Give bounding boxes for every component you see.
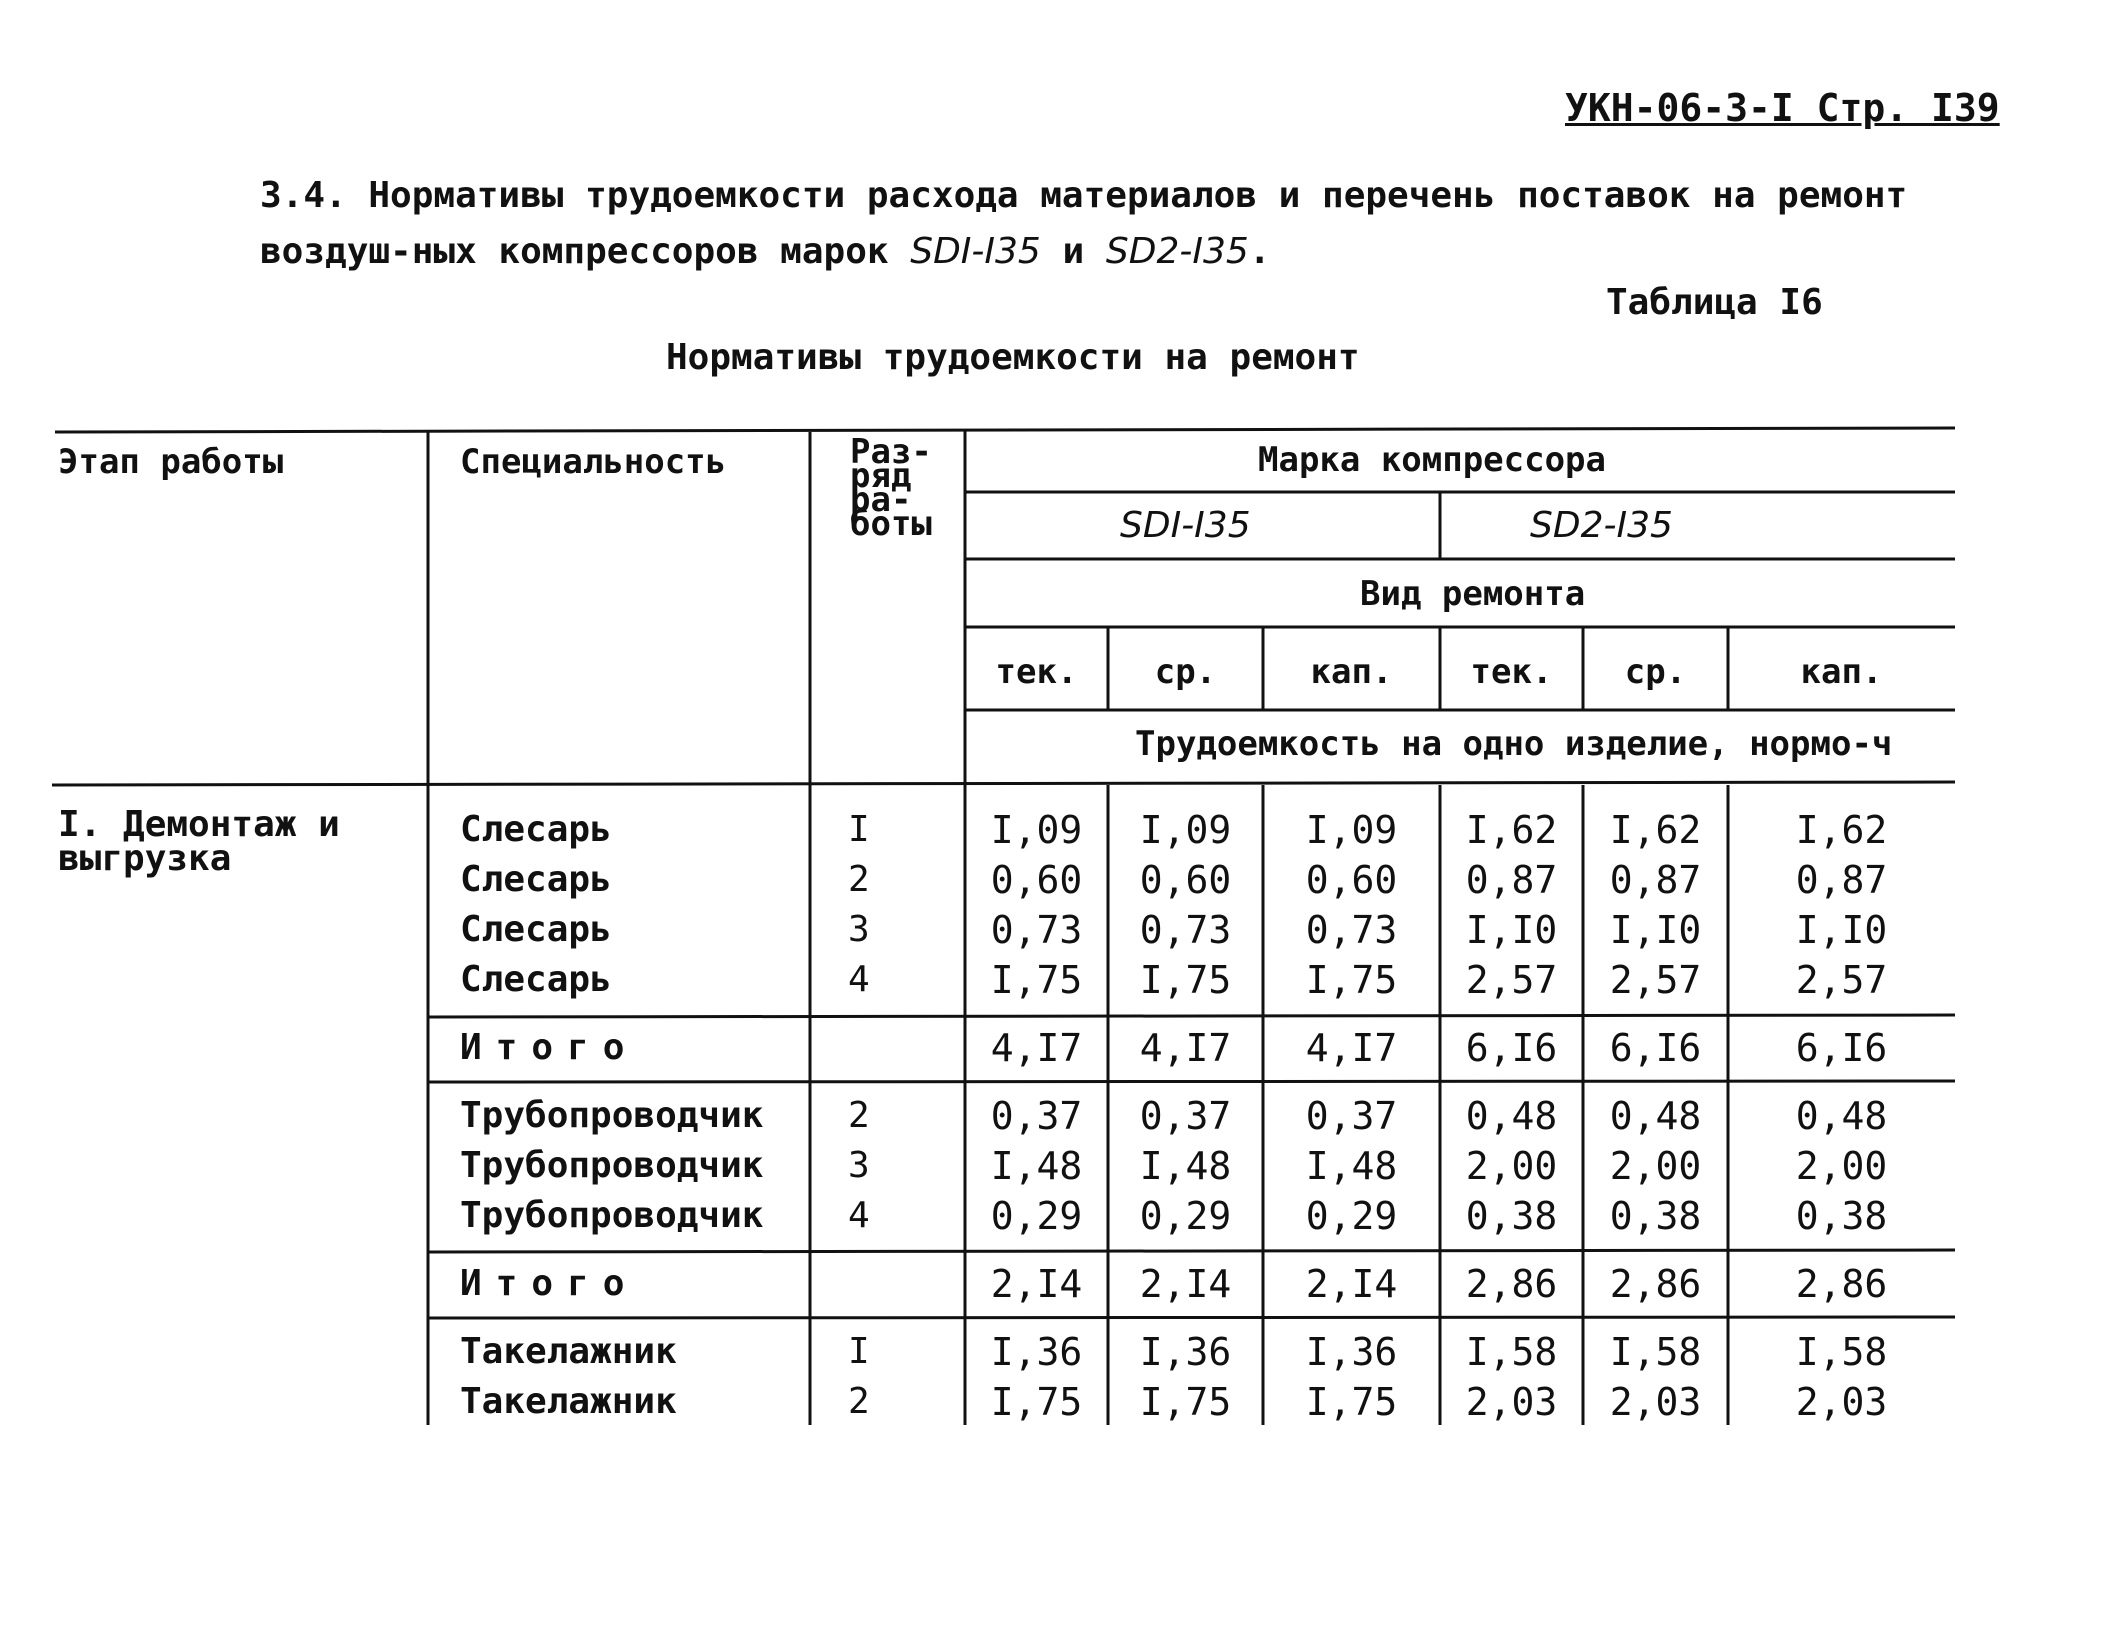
value-cell: I,75: [1139, 958, 1232, 1002]
total-label: Итого: [460, 1263, 639, 1304]
repair-type-3: тек.: [1470, 652, 1553, 692]
specialty-cell: Слесарь: [460, 809, 612, 850]
rule-header-bottom: [52, 782, 1955, 785]
value-cell: 0,37: [1139, 1094, 1232, 1138]
value-cell: I,75: [1305, 1380, 1398, 1424]
intro-conj: и: [1062, 231, 1085, 272]
value-cell: I,09: [1139, 808, 1232, 852]
value-cell: 0,87: [1795, 858, 1888, 902]
grade-cell: 2: [848, 859, 870, 900]
repair-type-0: тек.: [995, 652, 1078, 692]
value-cell: 6,I6: [1795, 1026, 1888, 1070]
grade-cell: I: [848, 809, 870, 850]
value-cell: 6,I6: [1609, 1026, 1702, 1070]
value-cell: 2,00: [1609, 1144, 1702, 1188]
specialty-cell: Такелажник: [460, 1381, 677, 1422]
value-cell: I,58: [1795, 1330, 1888, 1374]
value-cell: 2,57: [1465, 958, 1558, 1002]
value-cell: 2,00: [1465, 1144, 1558, 1188]
header-grade: Раз-ряд ра-боты: [850, 432, 932, 544]
repair-type-4: ср.: [1624, 652, 1687, 692]
repair-type-1: ср.: [1154, 652, 1217, 692]
header-labor-per-item: Трудоемкость на одно изделие, нормо-ч: [1135, 724, 1893, 764]
repair-type-2: кап.: [1310, 652, 1393, 692]
value-cell: 0,60: [1139, 858, 1232, 902]
value-cell: I,48: [1139, 1144, 1232, 1188]
value-cell: I,48: [990, 1144, 1083, 1188]
value-cell: 2,57: [1795, 958, 1888, 1002]
value-cell: 2,86: [1465, 1262, 1558, 1306]
value-cell: I,58: [1609, 1330, 1702, 1374]
value-cell: 0,29: [1305, 1194, 1398, 1238]
intro-model-1: SDI-I35: [910, 231, 1041, 272]
value-cell: I,09: [1305, 808, 1398, 852]
value-cell: 0,60: [990, 858, 1083, 902]
table-title: Нормативы трудоемкости на ремонт: [666, 337, 1360, 378]
value-cell: I,75: [1305, 958, 1398, 1002]
value-cell: 0,87: [1465, 858, 1558, 902]
value-cell: I,62: [1465, 808, 1558, 852]
value-cell: I,I0: [1465, 908, 1558, 952]
document-id: УКН-06-3-I Стр. I39: [1565, 86, 2000, 130]
specialty-cell: Трубопроводчик: [460, 1195, 764, 1236]
grade-cell: 3: [848, 1145, 870, 1186]
value-cell: 4,I7: [990, 1026, 1083, 1070]
value-cell: I,75: [990, 1380, 1083, 1424]
value-cell: 2,00: [1795, 1144, 1888, 1188]
value-cell: 2,57: [1609, 958, 1702, 1002]
intro-text: 3.4. Нормативы трудоемкости расхода материалов и перечень поставок на ремонт воздуш-ных компрессоров марок: [260, 175, 1908, 272]
value-cell: 4,I7: [1139, 1026, 1232, 1070]
value-cell: 0,38: [1795, 1194, 1888, 1238]
value-cell: I,58: [1465, 1330, 1558, 1374]
value-cell: I,48: [1305, 1144, 1398, 1188]
specialty-cell: Такелажник: [460, 1331, 677, 1372]
value-cell: I,75: [990, 958, 1083, 1002]
specialty-cell: Трубопроводчик: [460, 1145, 764, 1186]
value-cell: 2,03: [1465, 1380, 1558, 1424]
value-cell: 2,86: [1795, 1262, 1888, 1306]
value-cell: 6,I6: [1465, 1026, 1558, 1070]
value-cell: I,36: [1139, 1330, 1232, 1374]
value-cell: 0,73: [1305, 908, 1398, 952]
value-cell: 2,I4: [990, 1262, 1083, 1306]
rule-itogo2-bottom: [428, 1317, 1955, 1318]
rule-itogo1-bottom: [428, 1081, 1955, 1082]
value-cell: I,62: [1609, 808, 1702, 852]
value-cell: 0,73: [990, 908, 1083, 952]
value-cell: 0,60: [1305, 858, 1398, 902]
intro-model-2: SD2-I35: [1105, 231, 1249, 272]
value-cell: 2,I4: [1139, 1262, 1232, 1306]
header-model-2: SD2-I35: [1530, 505, 1673, 546]
specialty-cell: Слесарь: [460, 859, 612, 900]
value-cell: I,I0: [1609, 908, 1702, 952]
value-cell: 0,48: [1465, 1094, 1558, 1138]
value-cell: 2,86: [1609, 1262, 1702, 1306]
header-model-1: SDI-I35: [1120, 505, 1251, 546]
grade-cell: I: [848, 1331, 870, 1372]
value-cell: 0,37: [1305, 1094, 1398, 1138]
value-cell: I,36: [1305, 1330, 1398, 1374]
repair-type-5: кап.: [1800, 652, 1883, 692]
grade-cell: 2: [848, 1095, 870, 1136]
value-cell: I,75: [1139, 1380, 1232, 1424]
total-label: Итого: [460, 1027, 639, 1068]
rule-itogo1-top: [428, 1015, 1955, 1017]
table-number: Таблица I6: [1606, 282, 1823, 323]
stage-label: I. Демонтаж и выгрузка: [58, 804, 340, 879]
value-cell: 0,29: [990, 1194, 1083, 1238]
value-cell: 0,38: [1609, 1194, 1702, 1238]
value-cell: I,I0: [1795, 908, 1888, 952]
value-cell: I,62: [1795, 808, 1888, 852]
specialty-cell: Слесарь: [460, 959, 612, 1000]
header-repair-type: Вид ремонта: [1360, 574, 1586, 614]
value-cell: 0,48: [1795, 1094, 1888, 1138]
value-cell: 4,I7: [1305, 1026, 1398, 1070]
specialty-cell: Трубопроводчик: [460, 1095, 764, 1136]
specialty-cell: Слесарь: [460, 909, 612, 950]
value-cell: I,36: [990, 1330, 1083, 1374]
value-cell: 0,37: [990, 1094, 1083, 1138]
rule-itogo2-top: [428, 1250, 1955, 1252]
value-cell: 0,73: [1139, 908, 1232, 952]
value-cell: 0,29: [1139, 1194, 1232, 1238]
grade-cell: 4: [848, 959, 870, 1000]
value-cell: 2,03: [1795, 1380, 1888, 1424]
rule-top: [55, 428, 1955, 432]
value-cell: 0,87: [1609, 858, 1702, 902]
value-cell: I,09: [990, 808, 1083, 852]
grade-cell: 3: [848, 909, 870, 950]
grade-cell: 2: [848, 1381, 870, 1422]
header-stage: Этап работы: [58, 442, 284, 482]
grade-cell: 4: [848, 1195, 870, 1236]
value-cell: 0,38: [1465, 1194, 1558, 1238]
value-cell: 0,48: [1609, 1094, 1702, 1138]
header-compressor-brand: Марка компрессора: [1258, 440, 1606, 480]
intro-end: .: [1248, 231, 1271, 272]
value-cell: 2,I4: [1305, 1262, 1398, 1306]
value-cell: 2,03: [1609, 1380, 1702, 1424]
header-specialty: Специальность: [460, 442, 727, 482]
